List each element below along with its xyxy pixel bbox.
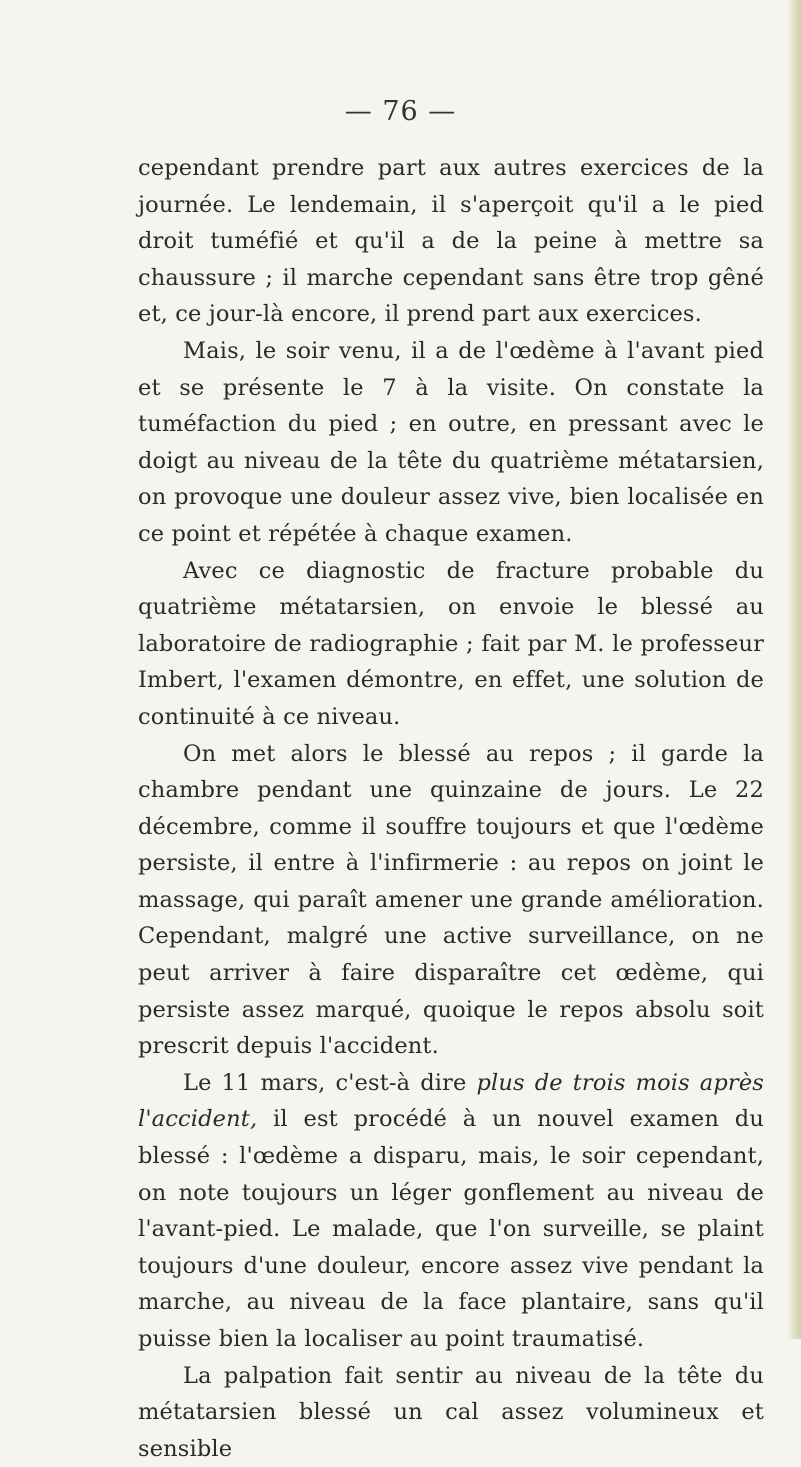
paragraph-5	[138, 1065, 764, 1358]
paragraph-4	[138, 736, 764, 1065]
page-number: — 76 —	[344, 96, 457, 127]
paragraph-1	[138, 150, 764, 333]
paragraph-3	[138, 553, 764, 736]
paragraph-6	[138, 1358, 764, 1467]
paragraph-2-text: Mais, le soir venu, il a de l'œdème à l'avant pied et se présente le 7 à la visite. On constate la tuméfaction du pied ; en outre, en pressant avec le doigt au niveau de la tête du quatrième métatarsien, on provoque une douleur assez vive, bien localisée en ce point et répétée à chaque examen.	[138, 337, 764, 547]
paragraph-2	[138, 333, 764, 553]
paragraph-3-text: Avec ce diagnostic de fracture probable du quatrième métatarsien, on envoie le blessé au laboratoire de radiographie ; fait par M. le professeur Imbert, l'examen démontre, en effet, une solution de continuité à ce niveau.	[138, 557, 764, 730]
page-edge-shadow	[787, 0, 801, 1339]
paragraph-5-text-start: Le 11 mars, c'est-à dire	[183, 1069, 477, 1096]
paragraph-5-text-end: il est procédé à un nouvel examen du blessé : l'œdème a disparu, mais, le soir cependant, on note toujours un léger gonflement au niveau de l'avant-pied. Le malade, que l'on surveille, se plaint toujours d'une douleur, encore assez vive pendant la marche, au niveau de la face plantaire, sans qu'il puisse bien la localiser au point traumatisé.	[138, 1106, 764, 1352]
paragraph-4-text: On met alors le blessé au repos ; il garde la chambre pendant une quinzaine de jours. Le 22 décembre, comme il souffre toujours et que l'œdème persiste, il entre à l'infirmerie : au repos on joint le massage, qui paraît amener une grande amélioration. Cependant, malgré une active surveillance, on ne peut arriver à faire disparaître cet œdème, qui persiste assez marqué, quoique le repos absolu soit prescrit depuis l'accident.	[138, 740, 764, 1060]
paragraph-6-text: La palpation fait sentir au niveau de la tête du métatarsien blessé un cal assez volumineux et sensible	[138, 1362, 764, 1462]
italic-phrase: plus de trois mois après l'accident,	[138, 1069, 764, 1133]
paragraph-1-text: cependant prendre part aux autres exercices de la journée. Le lendemain, il s'aperçoit qu'il a le pied droit tuméfié et qu'il a de la peine à mettre sa chaussure ; il marche cependant sans être trop gêné et, ce jour-là encore, il prend part aux exercices.	[138, 155, 764, 328]
body-text	[138, 150, 764, 1467]
